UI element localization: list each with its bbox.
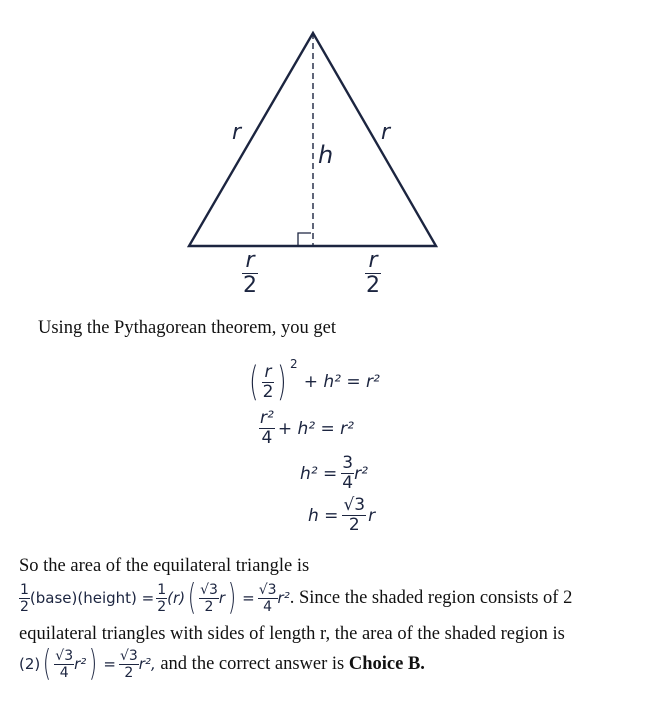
eq4-den: 2: [348, 515, 360, 535]
eq3-den: 4: [342, 473, 354, 493]
final-equals: =: [103, 655, 116, 673]
r-paren: (r): [167, 589, 186, 607]
final-in-den: 4: [59, 664, 69, 681]
base-left-den: 2: [243, 273, 257, 298]
final-inner-fraction: [54, 649, 74, 680]
eq2-num: r²: [260, 408, 274, 428]
half-den: 2: [20, 598, 29, 615]
two-factor: (2): [19, 655, 41, 673]
shaded-region-text: equilateral triangles with sides of length r, the area of the shaded region is: [19, 624, 565, 644]
eq1-den: 2: [262, 381, 274, 402]
final-result-fraction: [119, 649, 139, 680]
eq1-rest: + h² = r²: [303, 372, 380, 392]
final-res-num: √3: [119, 647, 138, 664]
final-text: and the correct answer is: [155, 653, 349, 674]
eq2-fraction: [259, 410, 275, 447]
base-height-text: (base)(height) =: [29, 589, 155, 607]
base-left-num: r: [242, 250, 258, 274]
half2-den: 2: [157, 598, 167, 615]
base-right-den: 2: [366, 273, 380, 298]
result-r: r²: [277, 589, 290, 607]
equation-2: [259, 410, 354, 447]
eq1-exponent: 2: [290, 357, 298, 371]
final-paren-open: (: [43, 643, 52, 684]
side-label-left: r: [232, 120, 242, 145]
eq4-fraction: [342, 497, 366, 534]
eq3-lhs: h² =: [300, 463, 338, 484]
eq1-fraction: [262, 361, 275, 402]
intro-text: Using the Pythagorean theorem, you get: [38, 318, 336, 338]
base-left-fraction: [242, 250, 258, 297]
area-tail-text: . Since the shaded region consists of 2: [289, 587, 573, 608]
right-angle-marker: [298, 233, 311, 246]
area-formula-line: [19, 577, 573, 618]
half2-num: 1: [157, 581, 167, 598]
inner-den: 2: [204, 598, 214, 615]
eq3-fraction: [341, 455, 354, 492]
inner-num: √3: [200, 581, 218, 598]
inner-fraction: [199, 583, 219, 614]
inner-r: r: [218, 589, 226, 607]
eq2-rest: + h² = r²: [277, 418, 354, 439]
base-right-fraction: [365, 250, 381, 297]
inner-paren-close: ): [227, 577, 237, 618]
eq1-num: r: [262, 364, 275, 383]
final-answer-line: [19, 643, 425, 684]
inner-paren-open: (: [187, 577, 197, 618]
area-intro-text: So the area of the equilateral triangle is: [19, 556, 310, 576]
equals: =: [242, 589, 255, 607]
res-den: 4: [263, 598, 273, 615]
final-paren-close: ): [89, 643, 98, 684]
equation-1: [246, 357, 380, 405]
final-res-den: 2: [124, 664, 134, 681]
half2-fraction: [156, 583, 167, 614]
eq4-lhs: h =: [308, 505, 339, 526]
final-in-r: r²: [74, 655, 87, 673]
eq4-num: √3: [343, 495, 366, 515]
eq3-num: 3: [342, 453, 354, 473]
res-num: √3: [258, 581, 277, 598]
equation-3: [300, 455, 368, 492]
result-fraction: [258, 583, 278, 614]
answer-choice: Choice B.: [348, 653, 425, 674]
side-label-right: r: [381, 120, 391, 145]
final-res-r: r²,: [138, 655, 156, 673]
eq4-rest: r: [368, 505, 376, 526]
paren-close: ): [277, 359, 287, 405]
half-fraction: [19, 583, 30, 614]
base-right-num: r: [365, 250, 381, 274]
final-in-num: √3: [55, 647, 74, 664]
eq3-rest: r²: [354, 463, 368, 484]
paren-open: (: [249, 359, 259, 405]
half-num: 1: [20, 581, 29, 598]
equation-4: [308, 497, 375, 534]
eq2-den: 4: [261, 428, 273, 448]
height-label: h: [318, 141, 334, 169]
